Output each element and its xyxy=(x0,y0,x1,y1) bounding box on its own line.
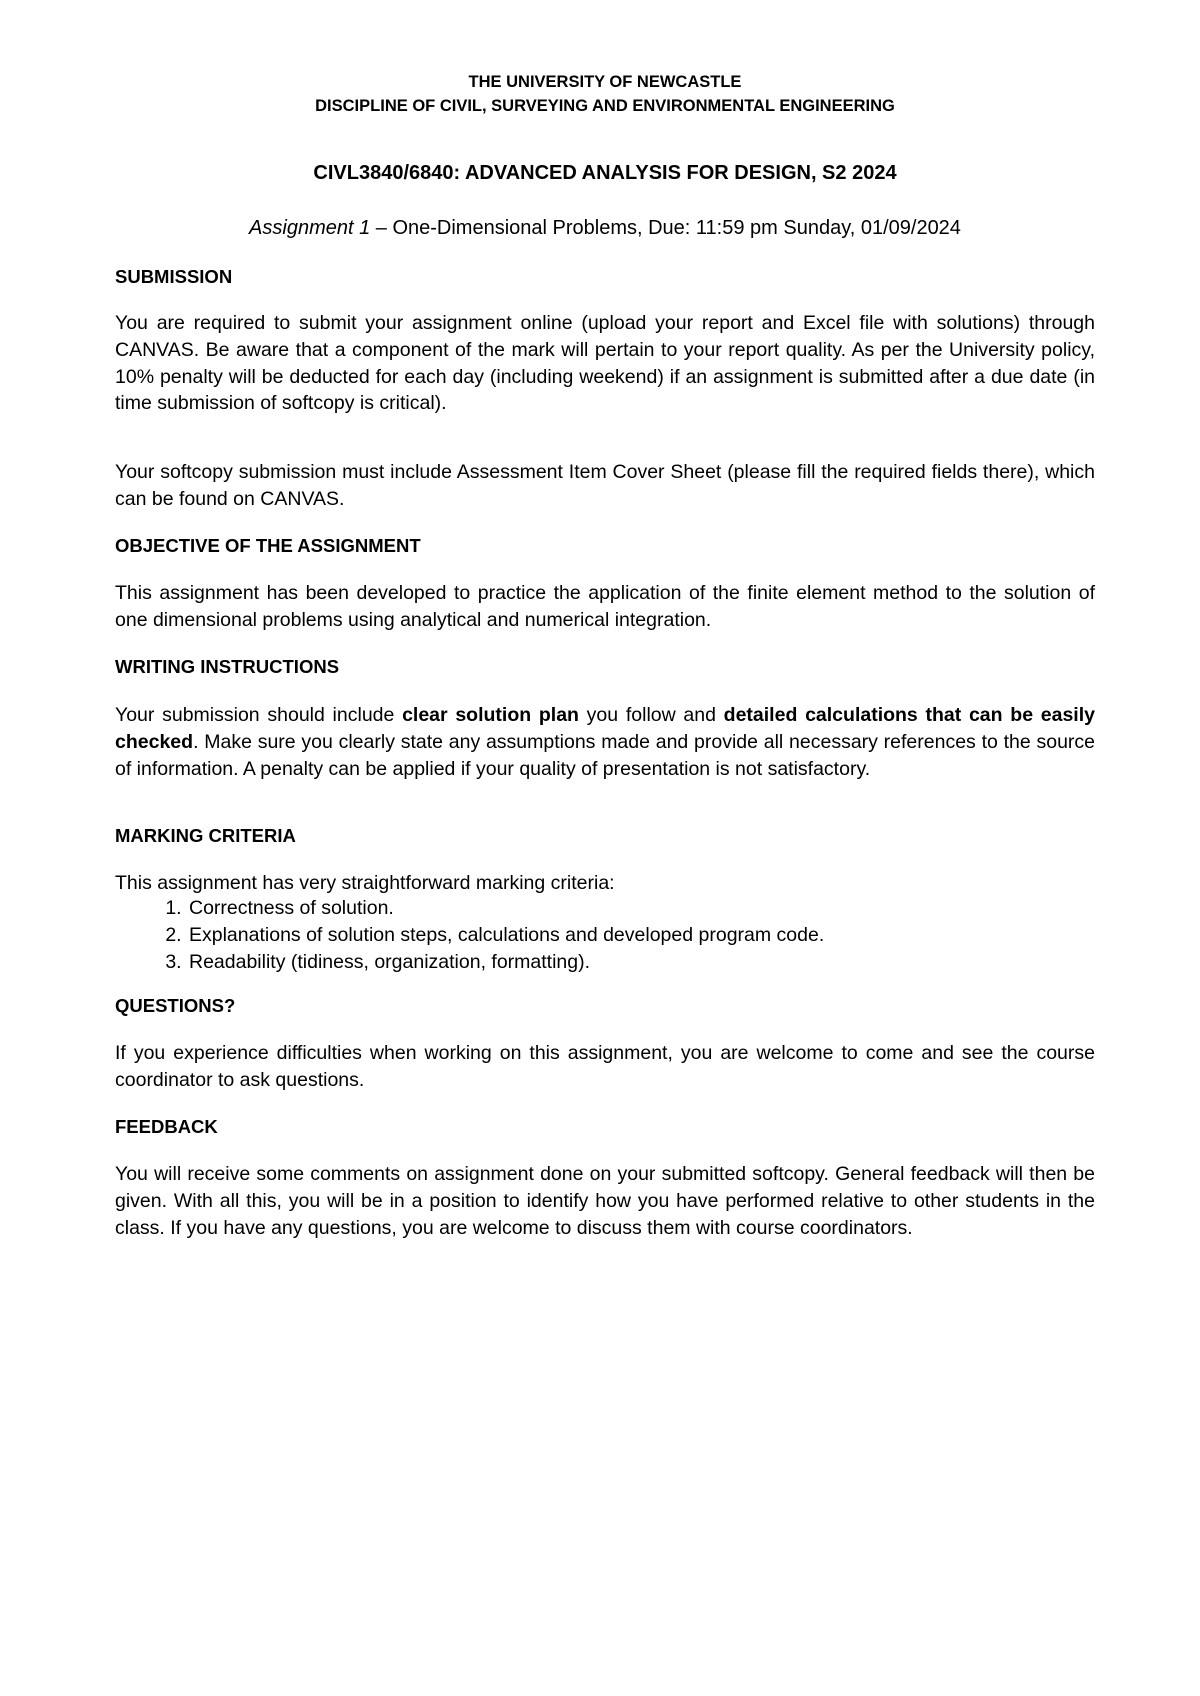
objective-heading: OBJECTIVE OF THE ASSIGNMENT xyxy=(115,535,421,556)
list-item: 3. Readability (tidiness, organization, formatting). xyxy=(187,949,824,976)
marking-intro: This assignment has very straightforward marking criteria: xyxy=(115,872,615,894)
writing-bold-solution-plan: clear solution plan xyxy=(402,704,579,726)
submission-paragraph-1: You are required to submit your assignment online (upload your report and Excel file with solutions) through CANVAS. Be aware that a component of the mark will pertain to your report quality. As per the University policy, 10% penalty will be deducted for each day (including weekend) if an assignment is submitted after a due date (in time submission of softcopy is critical). xyxy=(115,312,1095,415)
course-title: CIVL3840/6840: ADVANCED ANALYSIS FOR DESIGN, S2 2024 xyxy=(313,162,897,184)
university-header xyxy=(115,70,1095,118)
writing-text-a: Your submission should include xyxy=(115,704,403,726)
writing-text-b: you follow and xyxy=(578,704,724,726)
objective-paragraph: This assignment has been developed to practice the application of the finite element method to the solution of one dimensional problems using analytical and numerical integration. xyxy=(115,582,1095,631)
list-item: 1. Correctness of solution. xyxy=(187,895,824,922)
submission-paragraph-2: Your softcopy submission must include Assessment Item Cover Sheet (please fill the required fields there), which can be found on CANVAS. xyxy=(115,461,1095,510)
university-name: THE UNIVERSITY OF NEWCASTLE xyxy=(468,73,742,91)
feedback-paragraph: You will receive some comments on assignment done on your submitted softcopy. General feedback will then be given. With all this, you will be in a position to identify how you have performed relative to other students in the class. If you have any questions, you are welcome to discuss them with course coordinators. xyxy=(115,1163,1095,1239)
marking-criteria-list xyxy=(115,895,824,975)
writing-heading: WRITING INSTRUCTIONS xyxy=(115,656,340,677)
assignment-number: Assignment 1 xyxy=(249,217,371,239)
questions-paragraph: If you experience difficulties when working on this assignment, you are welcome to come and see the course coordinator to ask questions. xyxy=(115,1042,1095,1091)
marking-heading: MARKING CRITERIA xyxy=(115,825,296,846)
questions-heading: QUESTIONS? xyxy=(115,995,236,1016)
writing-text-c: . Make sure you clearly state any assumptions made and provide all necessary references to the source of information. A penalty can be applied if your quality of presentation is not satisfactory. xyxy=(115,730,1095,780)
discipline-name: DISCIPLINE OF CIVIL, SURVEYING AND ENVIRONMENTAL ENGINEERING xyxy=(315,97,895,115)
feedback-heading: FEEDBACK xyxy=(115,1116,218,1137)
writing-bold-calculations: detailed calculations that can be easily checked xyxy=(115,704,1095,753)
submission-heading: SUBMISSION xyxy=(115,266,233,287)
assignment-line xyxy=(115,214,1095,242)
list-item: 2. Explanations of solution steps, calculations and developed program code. xyxy=(187,922,824,949)
assignment-due: – One-Dimensional Problems, Due: 11:59 pm Sunday, 01/09/2024 xyxy=(370,217,961,239)
writing-paragraph xyxy=(115,702,1095,782)
